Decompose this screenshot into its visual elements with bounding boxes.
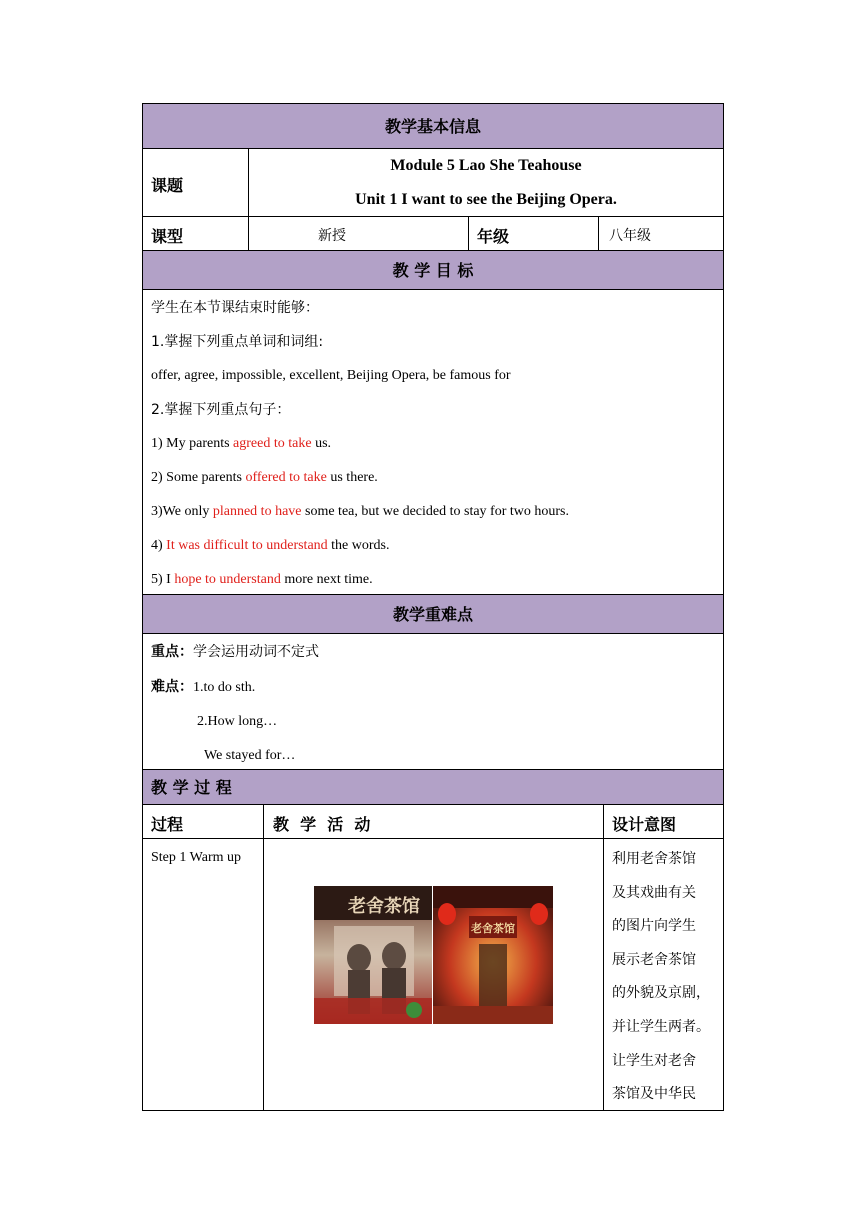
focus-text: 学会运用动词不定式 xyxy=(193,644,319,660)
objectives-item1-words: offer, agree, impossible, excellent, Beijing Opera, be famous for xyxy=(151,368,511,383)
sentence-4-highlight: It was difficult to understand xyxy=(166,538,328,553)
topic-row xyxy=(142,149,724,217)
key-points-header xyxy=(142,595,724,634)
difficulty-line xyxy=(143,670,723,705)
teahouse-photo-right xyxy=(433,886,553,1024)
process-title: 教 学 过 程 xyxy=(151,778,232,797)
objectives-intro: 学生在本节课结束时能够： xyxy=(151,300,319,316)
right-sign-text: 老舍茶馆 xyxy=(471,922,515,935)
objectives-header xyxy=(142,251,724,290)
process-header xyxy=(142,770,724,805)
lesson-plan-table xyxy=(142,103,724,1111)
sentence-2: 2) Some parents offered to take us there. xyxy=(151,470,378,485)
intent-line: 的图片向学生 xyxy=(612,918,696,935)
basic-info-header xyxy=(142,103,724,149)
difficulty-label: 难点： xyxy=(151,679,193,695)
intent-line: 并让学生两者。 xyxy=(612,1018,710,1035)
col-process: 过程 xyxy=(151,815,184,834)
sentence-1: 1) My parents agreed to take us. xyxy=(151,436,332,451)
step1-intent xyxy=(603,839,723,1110)
sentence-5-highlight: hope to understand xyxy=(174,572,281,587)
objectives-title: 教 学 目 标 xyxy=(392,261,474,280)
teahouse-statue-image xyxy=(314,886,432,1024)
focus-label: 重点： xyxy=(151,644,193,660)
type-value: 新授 xyxy=(248,217,468,250)
objectives-item1-title: 1.掌握下列重点单词和词组: xyxy=(151,334,324,350)
step1-row xyxy=(142,839,724,1111)
difficulty-3: We stayed for… xyxy=(204,748,296,763)
col-intent: 设计意图 xyxy=(603,805,723,838)
basic-info-title: 教学基本信息 xyxy=(384,117,481,136)
teahouse-entrance-image xyxy=(433,886,553,1024)
module-title: Module 5 Lao She Teahouse xyxy=(390,157,582,174)
teahouse-photo-left xyxy=(314,886,432,1024)
process-columns-row xyxy=(142,805,724,839)
intent-text xyxy=(604,839,723,1112)
type-label: 课型 xyxy=(151,227,184,246)
unit-title: Unit 1 I want to see the Beijing Opera. xyxy=(355,191,617,208)
focus-line xyxy=(143,635,723,670)
intent-line: 展示老舍茶馆 xyxy=(612,951,696,968)
objectives-body xyxy=(142,290,724,595)
intent-line: 茶馆及中华民 xyxy=(612,1086,696,1103)
topic-value xyxy=(248,149,723,216)
col-activity: 教 学 活 动 xyxy=(263,805,603,838)
intent-line: 利用老舍茶馆 xyxy=(612,851,696,867)
intent-line: 的外貌及京剧， xyxy=(612,985,710,1002)
intent-line: 让学生对老舍 xyxy=(612,1052,696,1069)
step1-label: Step 1 Warm up xyxy=(151,850,241,865)
sentence-4: 4) It was difficult to understand the words. xyxy=(151,538,390,553)
type-row xyxy=(142,217,724,251)
key-points-title: 教学重难点 xyxy=(392,605,473,624)
key-points-body xyxy=(142,634,724,770)
difficulty-2: 2.How long… xyxy=(197,714,278,729)
left-sign-text: 老舍茶馆 xyxy=(348,896,420,917)
grade-label: 年级 xyxy=(468,217,598,250)
sentence-1-highlight: agreed to take xyxy=(233,436,312,451)
difficulty-1: 1.to do sth. xyxy=(193,680,256,695)
sentence-3-highlight: planned to have xyxy=(212,504,302,519)
objectives-item2-title: 2.掌握下列重点句子： xyxy=(151,402,291,418)
step1-activity xyxy=(263,839,603,1110)
sentence-5: 5) I hope to understand more next time. xyxy=(151,572,373,587)
sentence-2-highlight: offered to take xyxy=(245,470,327,485)
sentence-3: 3)We only planned to have some tea, but we decided to stay for two hours. xyxy=(151,504,569,519)
grade-value: 八年级 xyxy=(598,217,723,250)
topic-label: 课题 xyxy=(151,176,184,195)
intent-line: 及其戏曲有关 xyxy=(612,884,696,901)
